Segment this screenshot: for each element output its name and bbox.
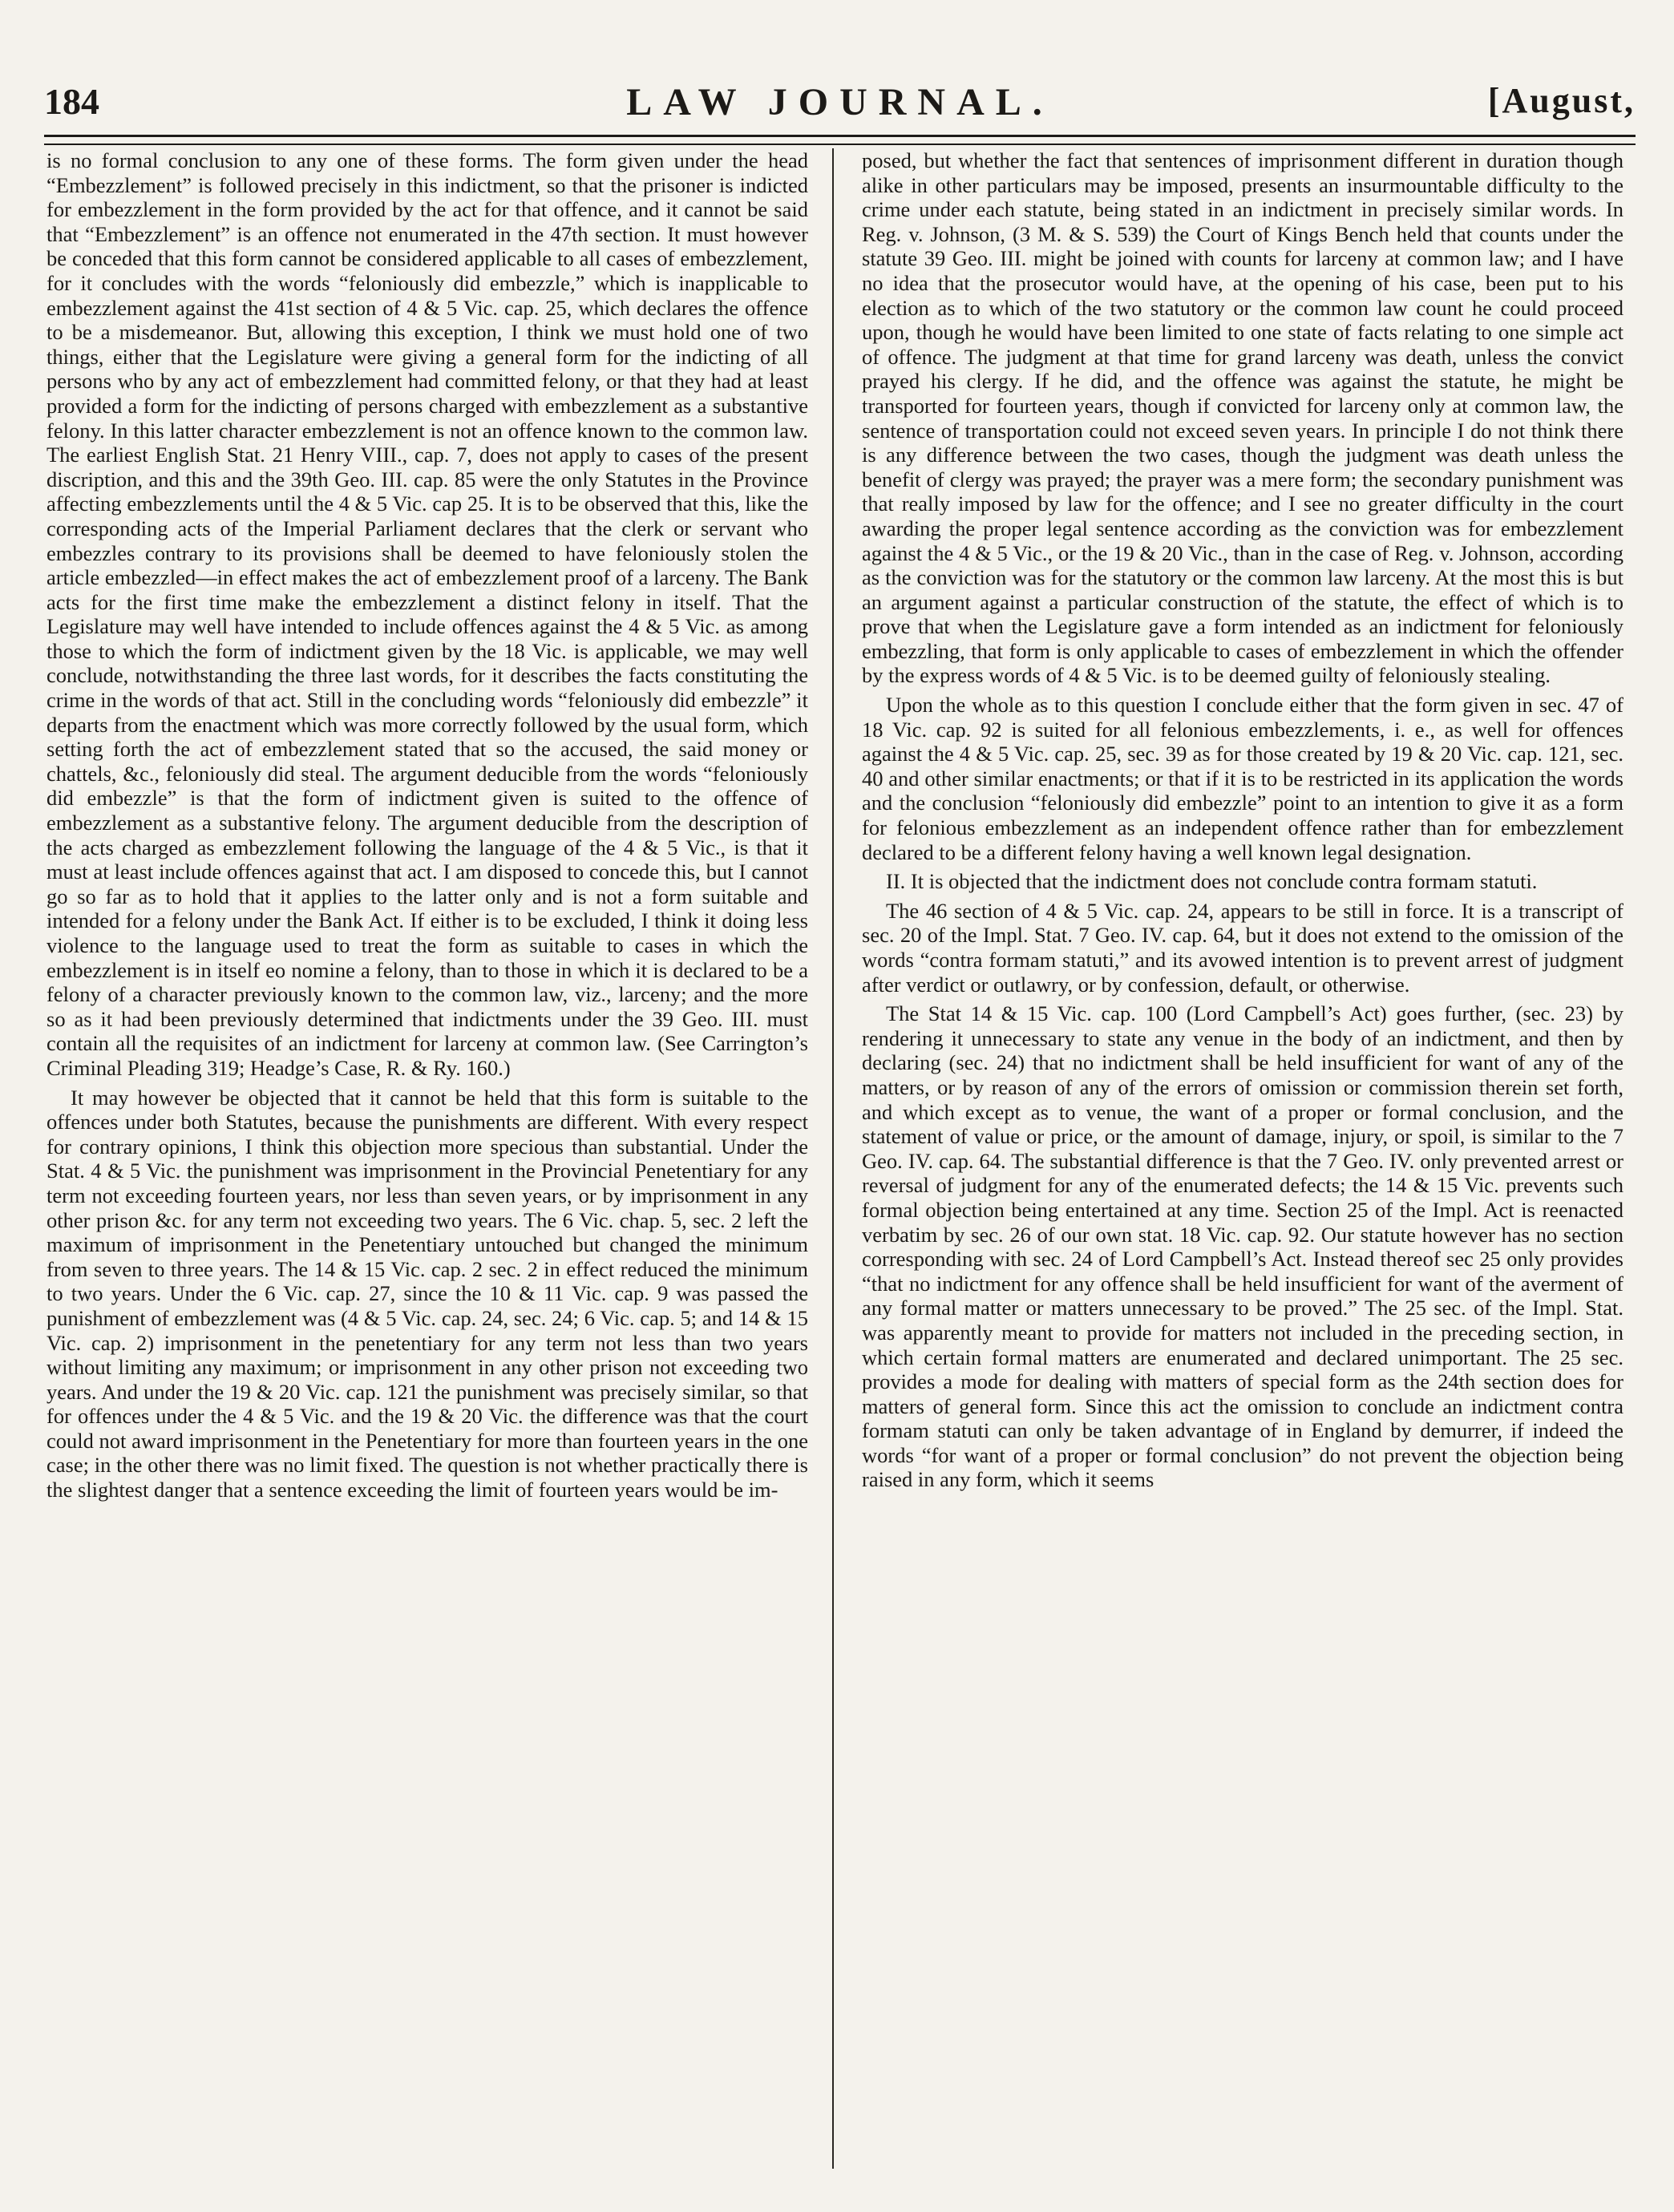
paragraph: The Stat 14 & 15 Vic. cap. 100 (Lord Campbell’s Act) goes further, (sec. 23) by rendering it unnecessary to state any venue in the body of an indictment, and then by declaring (sec. 24) that no indictment shall be held insufficient for want of any of the matters, or by reason of any of the errors of omission or commission therein set forth, and which except as to venue, the want of a proper or formal conclusion, and the statement of value or price, or the amount of damage, injury, or spoil, is similar to the 7 Geo. IV. cap. 64. The substantial difference is that the 7 Geo. IV. only prevented arrest or reversal of judgment for any of the enumerated defects; the 14 & 15 Vic. prevents such formal objection being entertained at any time. Section 25 of the Impl. Act is reenacted verbatim by sec. 26 of our own stat. 18 Vic. cap. 92. Our statute however has no section corresponding with sec. 24 of Lord Campbell’s Act. Instead thereof sec 25 only provides “that no indictment for any offence shall be held insufficient for want of the averment of any formal matter or matters unnecessary to be proved.” The 25 sec. of the Impl. Stat. was apparently meant to provide for matters not included in the preceding section, in which certain formal matters are enumerated and declared unimportant. The 25 sec. provides a mode for dealing with matters of special form as the 24th section does for matters of general form. Since this act the omission to conclude an indictment contra formam statuti can only be taken advantage of in England by demurrer, if indeed the words “for want of a proper or formal conclusion” do not prevent the objection being raised in any form, which it seems	[862, 1001, 1623, 1492]
right-column	[862, 148, 1623, 2169]
left-column	[46, 148, 808, 2169]
page-number: 184	[44, 81, 99, 122]
paragraph: Upon the whole as to this question I conclude either that the form given in sec. 47 of 18 Vic. cap. 92 is suited for all felonious embezzlements, i. e., as well for offences against the 4 & 5 Vic. cap. 25, sec. 39 as for those created by 19 & 20 Vic. cap. 121, sec. 40 and other similar enactments; or that if it is to be restricted in its application the words and the conclusion “feloniously did embezzle” point to an intention to give it as a form for felonious embezzlement as an independent offence rather than for embezzlement declared to be a different felony having a well known legal designation.	[862, 693, 1623, 864]
journal-title: LAW JOURNAL.	[626, 81, 1053, 123]
paragraph: II. It is objected that the indictment does not conclude contra formam statuti.	[886, 869, 1538, 894]
running-header	[44, 80, 1636, 128]
paragraph: is no formal conclusion to any one of these forms. The form given under the head “Embezzlement” is followed precisely in this indictment, so that the prisoner is indicted for embezzlement in the form provided by the act for that offence, and it cannot be said that “Embezzlement” is an offence not enumerated in the 47th section. It must however be conceded that this form cannot be considered applicable to all cases of embezzlement, for it concludes with the words “feloniously did embezzle,” which is inapplicable to embezzlement against the 41st section of 4 & 5 Vic. cap. 25, which declares the offence to be a misdemeanor. But, allowing this exception, I think we must hold one of two things, either that the Legislature were giving a general form for the indicting of all persons who by any act of embezzlement had committed felony, or that they had at least provided a form for the indicting of persons charged with embezzlement as a substantive felony. In this latter character embezzlement is not an offence known to the common law. The earliest English Stat. 21 Henry VIII., cap. 7, does not apply to cases of the present discription, and this and the 39th Geo. III. cap. 85 were the only Statutes in the Province affecting embezzlements until the 4 & 5 Vic. cap 25. It is to be observed that this, like the corresponding acts of the Imperial Parliament declares that the clerk or servant who embezzles contrary to its provisions shall be deemed to have feloniously stolen the article embezzled—in effect makes the act of embezzlement proof of a larceny. The Bank acts for the first time make the embezzlement a distinct felony in itself. That the Legislature may well have intended to include offences against the 4 & 5 Vic. as among those to which the form of indictment given by the 18 Vic. is applicable, we may well conclude, notwithstanding the three last words, for it describes the facts constituting the crime in the words of that act. Still in the concluding words “feloniously did embezzle” it departs from the enactment which was more correctly followed by the usual form, which setting forth the act of embezzlement stated that so the accused, the said money or chattels, &c., feloniously did steal. The argument deducible from the words “feloniously did embezzle” is that the form of indictment given is suited to the offence of embezzlement as a substantive felony. The argument deducible from the description of the acts charged as embezzlement following the language of the 4 & 5 Vic., is that it must at least include offences against that act. I am disposed to concede this, but I cannot go so far as to hold that it applies to the latter only and is not a form suitable and intended for a felony under the Bank Act. If either is to be excluded, I think it doing less violence to the language used to treat the form as suitable to cases in which the embezzlement is in itself eo nomine a felony, than to those in which it is declared to be a felony of a character previously known to the common law, viz., larceny; and the more so as it had been previously determined that indictments under the 39 Geo. III. must contain all the requisites of an indictment for larceny at common law. (See Carrington’s Criminal Pleading 319; Headge’s Case, R. & Ry. 160.)	[46, 148, 808, 1080]
paragraph: It may however be objected that it cannot be held that this form is suitable to the offences under both Statutes, because the punishments are different. With every respect for contrary opinions, I think this objection more specious than substantial. Under the Stat. 4 & 5 Vic. the punishment was imprisonment in the Provincial Penetentiary for any term not exceeding fourteen years, nor less than seven years, or by imprisonment in any other prison &c. for any term not exceeding two years. The 6 Vic. chap. 5, sec. 2 left the maximum of imprisonment in the Penetentiary untouched but changed the minimum from seven to three years. The 14 & 15 Vic. cap. 2 sec. 2 in effect reduced the minimum to two years. Under the 6 Vic. cap. 27, since the 10 & 11 Vic. cap. 9 was passed the punishment of embezzlement was (4 & 5 Vic. cap. 24, sec. 24; 6 Vic. cap. 5; and 14 & 15 Vic. cap. 2) imprisonment in the penetentiary for any term not less than two years without limiting any maximum; or imprisonment in any other prison not exceeding two years. And under the 19 & 20 Vic. cap. 121 the punishment was precisely similar, so that for offences under the 4 & 5 Vic. and the 19 & 20 Vic. the difference was that the court could not award imprisonment in the Penetentiary for more than fourteen years in the one case; in the other there was no limit fixed. The question is not whether practically there is the slightest danger that a sentence exceeding the limit of fourteen years would be im-	[46, 1085, 808, 1502]
paragraph: posed, but whether the fact that sentences of imprisonment different in duration though alike in other particulars may be imposed, presents an insurmountable difficulty to the crime under each statute, being stated in an indictment in precisely similar words. In Reg. v. Johnson, (3 M. & S. 539) the Court of Kings Bench held that counts under the statute 39 Geo. III. might be joined with counts for larceny at common law; and I have no idea that the prosecutor would have, at the opening of his case, been put to his election as to which of the two statutory or the common law count he could proceed upon, though he would have been limited to one state of facts relating to one simple act of offence. The judgment at that time for grand larceny was death, unless the convict prayed his clergy. If he did, and the offence was against the statute, he might be transported for fourteen years, though if convicted for larceny only at common law, the sentence of transportation could not exceed seven years. In principle I do not think there is any difference between the two cases, though the judgment was death unless the benefit of clergy was prayed; the prayer was a mere form; the secondary punishment was that really imposed by law for the offence; and I see no greater difficulty in the court awarding the proper legal sentence according as the conviction was for embezzlement against the 4 & 5 Vic., or the 19 & 20 Vic., than in the case of Reg. v. Johnson, according as the conviction was for the statutory or the common law larceny. At the most this is but an argument against a particular construction of the statute, the effect of which is to prove that when the Legislature gave a form intended as an indictment for feloniously embezzling, that form is only applicable to cases of embezzlement in which the offender by the express words of 4 & 5 Vic. is to be deemed guilty of feloniously stealing.	[862, 148, 1623, 688]
header-rule	[44, 135, 1636, 145]
column-divider	[832, 148, 834, 2169]
paragraph: The 46 section of 4 & 5 Vic. cap. 24, appears to be still in force. It is a transcript of sec. 20 of the Impl. Stat. 7 Geo. IV. cap. 64, but it does not extend to the omission of the words “contra formam statuti,” and its avowed intention is to prevent arrest of judgment after verdict or outlawry, or by confession, default, or otherwise.	[862, 898, 1623, 997]
running-section: [August,	[1487, 81, 1636, 120]
